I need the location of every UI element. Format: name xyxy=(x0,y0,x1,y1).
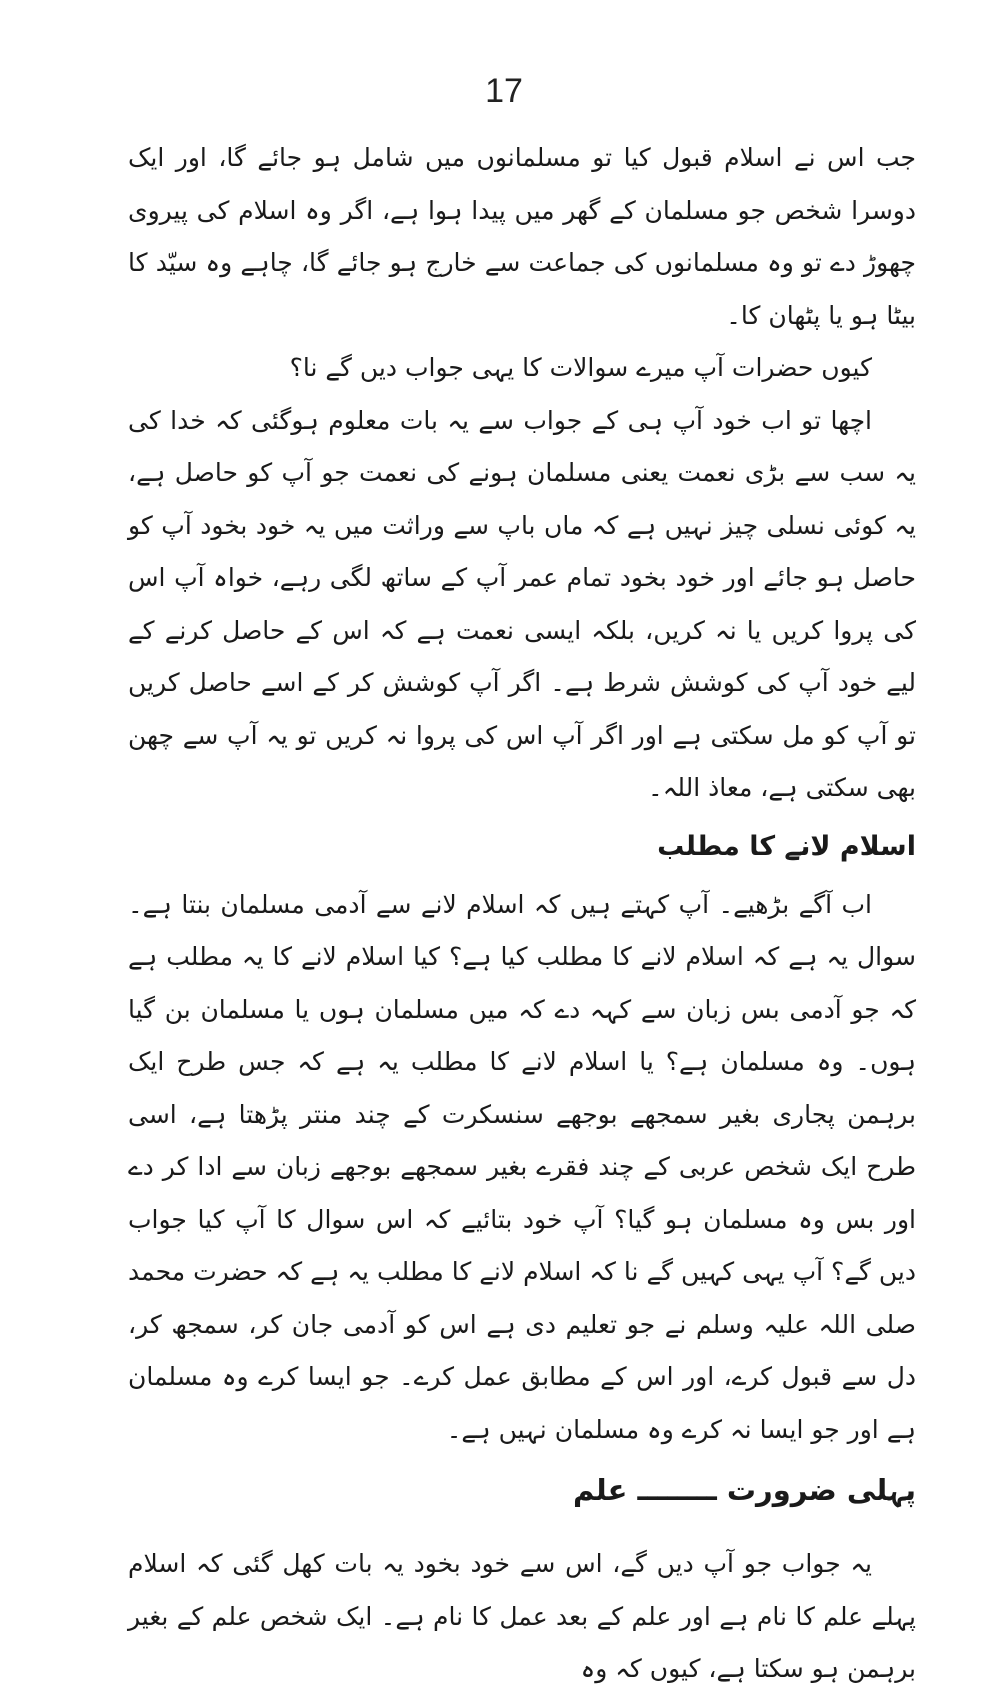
paragraph-question: کیوں حضرات آپ میرے سوالات کا یہی جواب دیں گے نا؟ xyxy=(289,353,872,382)
paragraph-blessing: اچھا تو اب خود آپ ہی کے جواب سے یہ بات معلوم ہوگئی کہ خدا کی یہ سب سے بڑی نعمت یعنی مسلمان ہونے کی نعمت جو آپ کو حاصل ہے، یہ کوئی نسلی چیز نہیں ہے کہ ماں باپ سے وراثت میں یہ خود بخود آپ کو حاصل ہو جائے اور خود بخود تمام عمر آپ کے ساتھ لگی رہے، خواہ آپ اس کی پروا کریں یا نہ کریں، بلکہ ایسی نعمت ہے کہ اس کے حاصل کرنے کے لیے خود آپ کی کوشش شرط ہے۔ اگر آپ کوشش کر کے اسے حاصل کریں تو آپ کو مل سکتی ہے اور اگر آپ اس کی پروا نہ کریں تو یہ آپ سے چھن بھی سکتی ہے، معاذ اللہ۔ xyxy=(128,405,916,802)
paragraph-knowledge: یہ جواب جو آپ دیں گے، اس سے خود بخود یہ بات کھل گئی کہ اسلام پہلے علم کا نام ہے اور علم کے بعد عمل کا نام ہے۔ ایک شخص علم کے بغیر برہمن ہو سکتا ہے، کیوں کہ وہ xyxy=(128,1549,916,1683)
page-number: 17 xyxy=(485,72,523,110)
page-body xyxy=(128,132,916,1696)
section-heading-meaning-of-islam: اسلام لانے کا مطلب xyxy=(657,830,916,862)
paragraph-meaning: اب آگے بڑھیے۔ آپ کہتے ہیں کہ اسلام لانے سے آدمی مسلمان بنتا ہے۔ سوال یہ ہے کہ اسلام لانے کا مطلب کیا ہے؟ کیا اسلام لانے کا یہ مطلب ہے کہ جو آدمی بس زبان سے کہہ دے کہ میں مسلمان ہوں یا مسلمان بن گیا ہوں۔ وہ مسلمان ہے؟ یا اسلام لانے کا مطلب یہ ہے کہ جس طرح ایک برہمن پجاری بغیر سمجھے بوجھے سنسکرت کے چند منتر پڑھتا ہے، اسی طرح ایک شخص عربی کے چند فقرے بغیر سمجھے بوجھے زبان سے ادا کر دے اور بس وہ مسلمان ہو گیا؟ آپ خود بتائیے کہ اس سوال کا آپ کیا جواب دیں گے؟ آپ یہی کہیں گے نا کہ اسلام لانے کا مطلب یہ ہے کہ حضرت محمد صلی اللہ علیہ وسلم نے جو تعلیم دی ہے اس کو آدمی جان کر، سمجھ کر، دل سے قبول کرے، اور اس کے مطابق عمل کرے۔ جو ایسا کرے وہ مسلمان ہے اور جو ایسا نہ کرے وہ مسلمان نہیں ہے۔ xyxy=(128,889,916,1444)
section-heading-first-requirement-knowledge: پہلی ضرورت ــــــــ علم xyxy=(573,1473,916,1507)
paragraph-continuation: جب اس نے اسلام قبول کیا تو مسلمانوں میں شامل ہو جائے گا، اور ایک دوسرا شخص جو مسلمان کے گھر میں پیدا ہوا ہے، اگر وہ اسلام کی پیروی چھوڑ دے تو وہ مسلمانوں کی جماعت سے خارج ہو جائے گا، چاہے وہ سیّد کا بیٹا ہو یا پٹھان کا۔ xyxy=(128,143,916,330)
